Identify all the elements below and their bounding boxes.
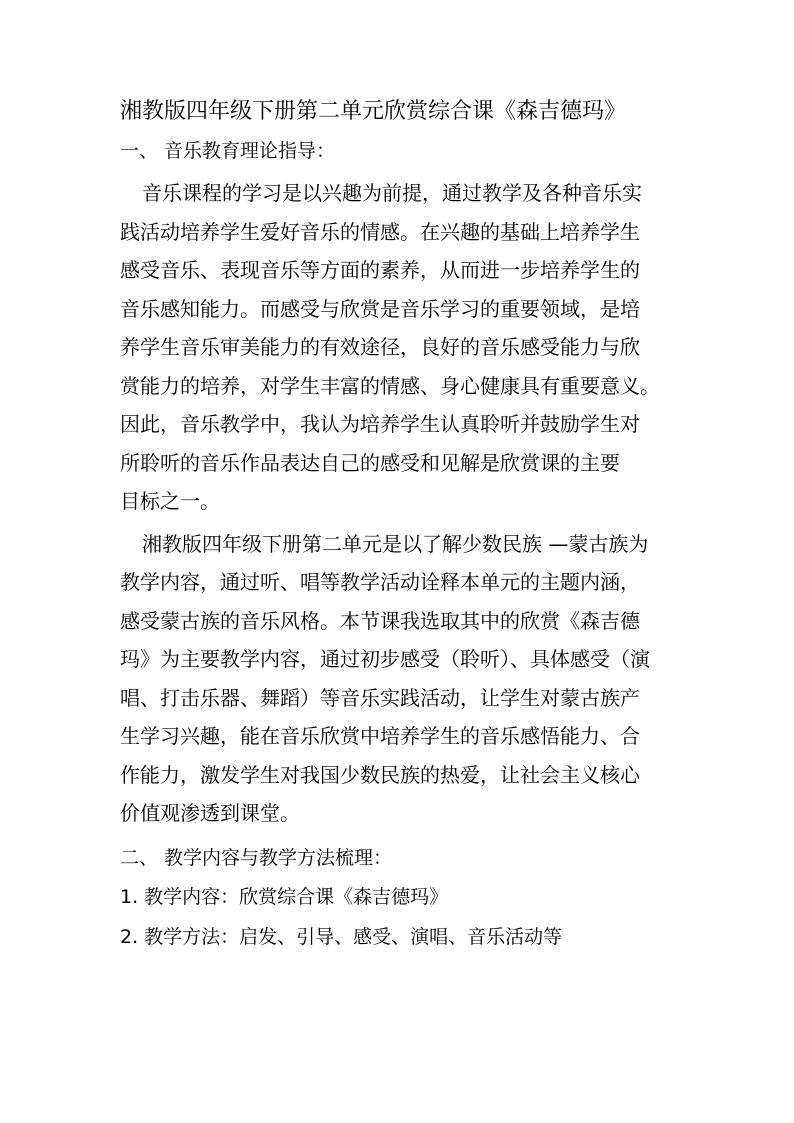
paragraph-line: 唱、打击乐器、舞蹈）等音乐实践活动，让学生对蒙古族产	[120, 685, 640, 710]
paragraph-line: 赏能力的培养，对学生丰富的情感、身心健康具有重要意义。	[120, 373, 660, 398]
document-title: 湘教版四年级下册第二单元欣赏综合课《森吉德玛》	[120, 99, 627, 124]
paragraph-line: 教学内容，通过听、唱等教学活动诠释本单元的主题内涵，	[120, 570, 640, 594]
document-body	[120, 92, 680, 957]
paragraph-line: 音乐感知能力。而感受与欣赏是音乐学习的重要领域，是培	[120, 296, 640, 321]
paragraph-line: 生学习兴趣，能在音乐欣赏中培养学生的音乐感悟能力、合	[120, 724, 640, 748]
section-heading-2	[120, 839, 680, 877]
paragraph-line: 目标之一。	[120, 489, 220, 513]
paragraph-line: 所聆听的音乐作品表达自己的感受和见解是欣赏课的主要	[120, 450, 620, 475]
paragraph-line: 养学生音乐审美能力的有效途径，良好的音乐感受能力与欣	[120, 335, 640, 359]
section-number: 二、	[120, 846, 159, 869]
paragraph-line: 湘教版四年级下册第二单元是以了解少数民族 —蒙古族为	[142, 531, 649, 556]
paragraph-line: 玛》为主要教学内容，通过初步感受（聆听）、具体感受（演	[120, 647, 650, 671]
section-heading-text: 音乐教育理论指导：	[164, 140, 336, 162]
paragraph-line: 价值观渗透到课堂。	[120, 801, 300, 825]
list-item: 1. 教学内容：欣赏综合课《森吉德玛》	[120, 885, 449, 908]
paragraph-line: 感受音乐、表现音乐等方面的素养，从而进一步培养学生的	[120, 258, 640, 282]
section-heading-text: 教学内容与教学方法梳理：	[164, 846, 393, 869]
paragraph-line: 作能力，激发学生对我国少数民族的热爱，让社会主义核心	[120, 762, 640, 787]
section-number: 一、	[120, 140, 159, 162]
section-heading-1	[120, 132, 680, 170]
paragraph-line: 音乐课程的学习是以兴趣为前提，通过教学及各种音乐实	[142, 181, 642, 205]
paragraph-line: 感受蒙古族的音乐风格。本节课我选取其中的欣赏《森吉德	[120, 608, 640, 633]
paragraph-theory	[120, 174, 680, 521]
paragraph-line: 因此，音乐教学中，我认为培养学生认真聆听并鼓励学生对	[120, 412, 640, 436]
paragraph-line: 践活动培养学生爱好音乐的情感。在兴趣的基础上培养学生	[120, 219, 640, 244]
list-item: 2. 教学方法：启发、引导、感受、演唱、音乐活动等	[120, 925, 563, 948]
paragraph-unit-intro	[120, 525, 680, 833]
